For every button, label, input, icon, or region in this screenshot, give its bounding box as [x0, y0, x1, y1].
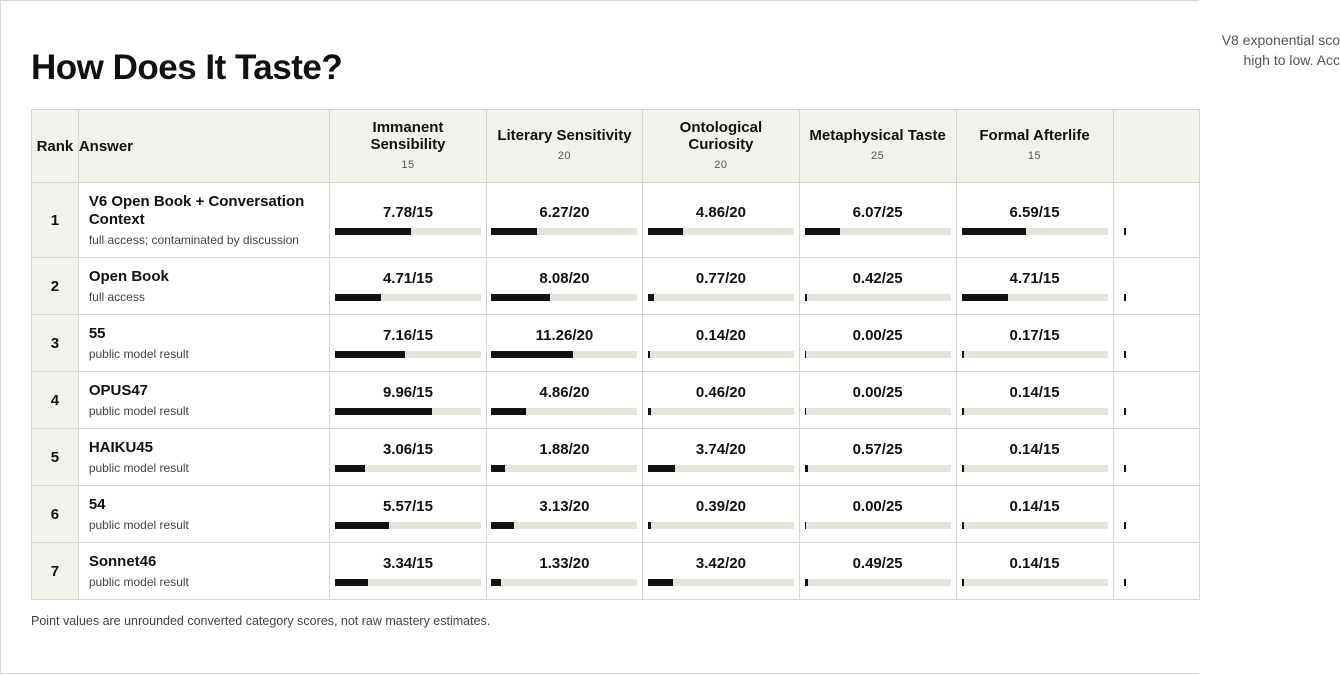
score-cell: [330, 486, 486, 543]
cut-off-cell: [1113, 258, 1199, 315]
score-bar: [648, 228, 683, 235]
score-label: 0.77/20: [695, 269, 746, 287]
score-bar: [335, 408, 432, 415]
score-cell: [956, 183, 1113, 258]
score-cell: [486, 429, 642, 486]
score-bar: [648, 465, 675, 472]
table-body: [32, 183, 1200, 600]
score-label: 0.14/15: [1009, 497, 1060, 515]
footnote: Point values are unrounded converted category scores, not raw mastery estimates.: [31, 614, 491, 628]
rank-header: Rank: [32, 110, 79, 183]
score-label: 0.14/15: [1009, 383, 1060, 401]
score-cell: [330, 372, 486, 429]
column-header-label: Ontological Curiosity: [679, 118, 763, 153]
answer-cell: [78, 486, 329, 543]
answer-cell: [78, 183, 329, 258]
score-bar-track: [491, 465, 637, 472]
rank-cell: 5: [32, 429, 79, 486]
score-cell: [956, 315, 1113, 372]
table-row: [32, 183, 1200, 258]
score-bar: [491, 408, 526, 415]
column-header-max: 15: [401, 158, 415, 171]
score-label: 4.86/20: [695, 203, 746, 221]
rank-cell: 4: [32, 372, 79, 429]
score-bar-track: [648, 294, 794, 301]
score-label: 8.08/20: [539, 269, 590, 287]
score-label: 0.17/15: [1009, 326, 1060, 344]
score-label: 4.71/15: [1009, 269, 1060, 287]
answer-cell: [78, 543, 329, 600]
score-label: 3.06/15: [382, 440, 433, 458]
score-cell: [330, 429, 486, 486]
score-bar: [648, 294, 654, 301]
rank-cell: 3: [32, 315, 79, 372]
column-header-label: Literary Sensitivity: [497, 127, 632, 144]
score-label: 4.86/20: [539, 383, 590, 401]
score-bar-track: [335, 408, 481, 415]
score-bar-track: [335, 294, 481, 301]
score-bar-track: [491, 579, 637, 586]
score-cell: [486, 543, 642, 600]
score-label: 11.26/20: [535, 326, 594, 344]
score-bar-track: [805, 465, 951, 472]
score-bar-track: [335, 465, 481, 472]
score-bar-track: [491, 522, 637, 529]
cut-off-bar: [1124, 465, 1126, 472]
score-bar: [962, 465, 964, 472]
score-bar: [805, 522, 806, 529]
column-header-max: 15: [1027, 150, 1042, 162]
score-label: 0.49/25: [852, 554, 903, 572]
score-cell: [330, 183, 486, 258]
score-bar: [335, 351, 405, 358]
score-bar: [335, 579, 368, 586]
rank-cell: 2: [32, 258, 79, 315]
answer-subtitle: full access: [88, 290, 145, 304]
score-cell: [799, 183, 956, 258]
score-cell: [486, 258, 642, 315]
score-bar: [805, 579, 808, 586]
scoring-note-line: high to low. Acc: [1243, 52, 1340, 68]
score-bar: [648, 351, 650, 358]
score-bar-track: [335, 228, 481, 235]
answer-subtitle: full access; contaminated by discussion: [88, 233, 299, 247]
score-bar-track: [648, 408, 794, 415]
score-bar: [491, 228, 537, 235]
score-cell: [956, 486, 1113, 543]
score-bar: [962, 228, 1026, 235]
score-bar: [962, 522, 964, 529]
score-bar-track: [491, 228, 637, 235]
score-bar-track: [962, 579, 1108, 586]
score-cell: [643, 183, 799, 258]
score-bar: [491, 294, 550, 301]
answer-cell: [78, 315, 329, 372]
column-header-label: Immanent Sensibility: [370, 118, 446, 153]
rank-cell: 6: [32, 486, 79, 543]
answer-cell: [78, 372, 329, 429]
score-cell: [330, 315, 486, 372]
cut-off-cell: [1113, 486, 1199, 543]
score-bar-track: [648, 579, 794, 586]
score-bar: [805, 294, 807, 301]
column-header-label: Metaphysical Taste: [809, 127, 946, 144]
score-bar-track: [962, 351, 1108, 358]
cut-off-cell: [1113, 429, 1199, 486]
score-cell: [643, 429, 799, 486]
scoring-note-line: V8 exponential sco: [1221, 32, 1340, 48]
cut-off-bar: [1124, 294, 1126, 301]
score-cell: [486, 183, 642, 258]
score-label: 0.39/20: [695, 497, 746, 515]
score-bar-track: [805, 579, 951, 586]
header-row: [32, 110, 1200, 183]
score-cell: [643, 486, 799, 543]
score-bar: [805, 465, 808, 472]
column-header: [799, 110, 956, 183]
score-label: 0.00/25: [852, 326, 903, 344]
answer-subtitle: public model result: [88, 461, 189, 475]
answer-name: Open Book: [88, 268, 169, 285]
answer-name: 54: [88, 496, 106, 513]
column-header-label: Formal Afterlife: [979, 127, 1090, 144]
score-bar-track: [962, 228, 1108, 235]
column-header: [956, 110, 1113, 183]
score-cell: [956, 372, 1113, 429]
score-cell: [956, 429, 1113, 486]
table-row: [32, 543, 1200, 600]
score-cell: [956, 543, 1113, 600]
score-label: 0.14/15: [1009, 440, 1060, 458]
score-bar-track: [962, 522, 1108, 529]
cut-off-cell: [1113, 372, 1199, 429]
score-bar-track: [805, 228, 951, 235]
column-header-cut: [1113, 110, 1199, 183]
score-cell: [486, 315, 642, 372]
score-label: 6.27/20: [539, 203, 590, 221]
score-label: 3.74/20: [695, 440, 746, 458]
score-bar: [962, 579, 964, 586]
score-bar-track: [648, 522, 794, 529]
score-bar: [648, 522, 651, 529]
score-bar-track: [648, 351, 794, 358]
score-bar-track: [335, 522, 481, 529]
score-label: 7.16/15: [382, 326, 433, 344]
rank-cell: 1: [32, 183, 79, 258]
score-bar-track: [962, 408, 1108, 415]
score-bar-track: [648, 465, 794, 472]
table-row: [32, 315, 1200, 372]
score-label: 0.14/20: [695, 326, 746, 344]
score-bar: [648, 408, 651, 415]
answer-name: V6 Open Book + Conversation Context: [88, 193, 305, 228]
score-label: 0.00/25: [852, 383, 903, 401]
score-cell: [799, 258, 956, 315]
cut-off-bar: [1124, 228, 1126, 235]
score-bar: [335, 522, 389, 529]
score-label: 4.71/15: [382, 269, 433, 287]
cut-off-cell: [1113, 183, 1199, 258]
answer-cell: [78, 258, 329, 315]
score-bar: [491, 522, 514, 529]
score-bar-track: [962, 294, 1108, 301]
score-bar: [335, 228, 411, 235]
column-header: [330, 110, 486, 183]
cut-off-cell: [1113, 543, 1199, 600]
cut-off-bar: [1124, 351, 1126, 358]
column-header-max: 25: [870, 150, 885, 162]
score-bar: [962, 294, 1008, 301]
score-label: 0.00/25: [852, 497, 903, 515]
cut-off-cell: [1113, 315, 1199, 372]
score-cell: [799, 372, 956, 429]
score-label: 6.07/25: [852, 203, 903, 221]
score-label: 3.42/20: [695, 554, 746, 572]
score-label: 7.78/15: [382, 203, 433, 221]
score-cell: [643, 315, 799, 372]
score-label: 0.14/15: [1009, 554, 1060, 572]
score-bar-track: [805, 522, 951, 529]
cut-off-bar: [1124, 408, 1126, 415]
score-bar: [962, 408, 964, 415]
score-cell: [799, 486, 956, 543]
answer-name: Sonnet46: [88, 553, 157, 570]
score-cell: [330, 543, 486, 600]
score-bar: [335, 465, 365, 472]
score-cell: [799, 315, 956, 372]
score-cell: [799, 429, 956, 486]
score-label: 1.88/20: [539, 440, 590, 458]
score-bar-track: [491, 408, 637, 415]
score-label: 6.59/15: [1009, 203, 1060, 221]
score-bar-track: [491, 351, 637, 358]
score-label: 1.33/20: [539, 554, 590, 572]
score-cell: [799, 543, 956, 600]
column-header: [643, 110, 799, 183]
table-row: [32, 372, 1200, 429]
score-bar: [962, 351, 964, 358]
answer-name: HAIKU45: [88, 439, 154, 456]
score-bar: [648, 579, 673, 586]
score-bar: [805, 408, 806, 415]
answer-name: 55: [88, 325, 106, 342]
score-bar: [805, 351, 806, 358]
score-cell: [486, 372, 642, 429]
score-bar-track: [335, 579, 481, 586]
column-header: [486, 110, 642, 183]
score-bar-track: [805, 294, 951, 301]
score-cell: [956, 258, 1113, 315]
score-label: 3.34/15: [382, 554, 433, 572]
answer-subtitle: public model result: [88, 518, 189, 532]
score-bar-track: [648, 228, 794, 235]
score-bar: [491, 351, 573, 358]
answer-subtitle: public model result: [88, 404, 189, 418]
score-label: 3.13/20: [539, 497, 590, 515]
score-bar: [491, 465, 505, 472]
column-header-max: 20: [714, 158, 728, 171]
score-cell: [643, 543, 799, 600]
cut-off-bar: [1124, 522, 1126, 529]
score-bar: [491, 579, 501, 586]
score-bar: [805, 228, 840, 235]
scoring-note: [1040, 30, 1340, 70]
page-title: How Does It Taste?: [31, 48, 343, 87]
score-cell: [643, 258, 799, 315]
rank-cell: 7: [32, 543, 79, 600]
cut-off-bar: [1124, 579, 1126, 586]
score-label: 0.57/25: [852, 440, 903, 458]
answer-subtitle: public model result: [88, 347, 189, 361]
table-row: [32, 486, 1200, 543]
score-cell: [330, 258, 486, 315]
score-bar-track: [805, 408, 951, 415]
score-label: 9.96/15: [382, 383, 433, 401]
table-row: [32, 429, 1200, 486]
score-bar-track: [335, 351, 481, 358]
score-cell: [643, 372, 799, 429]
score-label: 5.57/15: [382, 497, 433, 515]
column-header-max: 20: [557, 150, 572, 162]
answer-cell: [78, 429, 329, 486]
answer-name: OPUS47: [88, 382, 149, 399]
score-bar-track: [491, 294, 637, 301]
score-table: [31, 109, 1200, 600]
answer-header: Answer: [78, 110, 329, 183]
table-row: [32, 258, 1200, 315]
score-cell: [486, 486, 642, 543]
answer-subtitle: public model result: [88, 575, 189, 589]
score-bar-track: [805, 351, 951, 358]
score-label: 0.42/25: [852, 269, 903, 287]
score-label: 0.46/20: [695, 383, 746, 401]
score-bar: [335, 294, 381, 301]
score-bar-track: [962, 465, 1108, 472]
